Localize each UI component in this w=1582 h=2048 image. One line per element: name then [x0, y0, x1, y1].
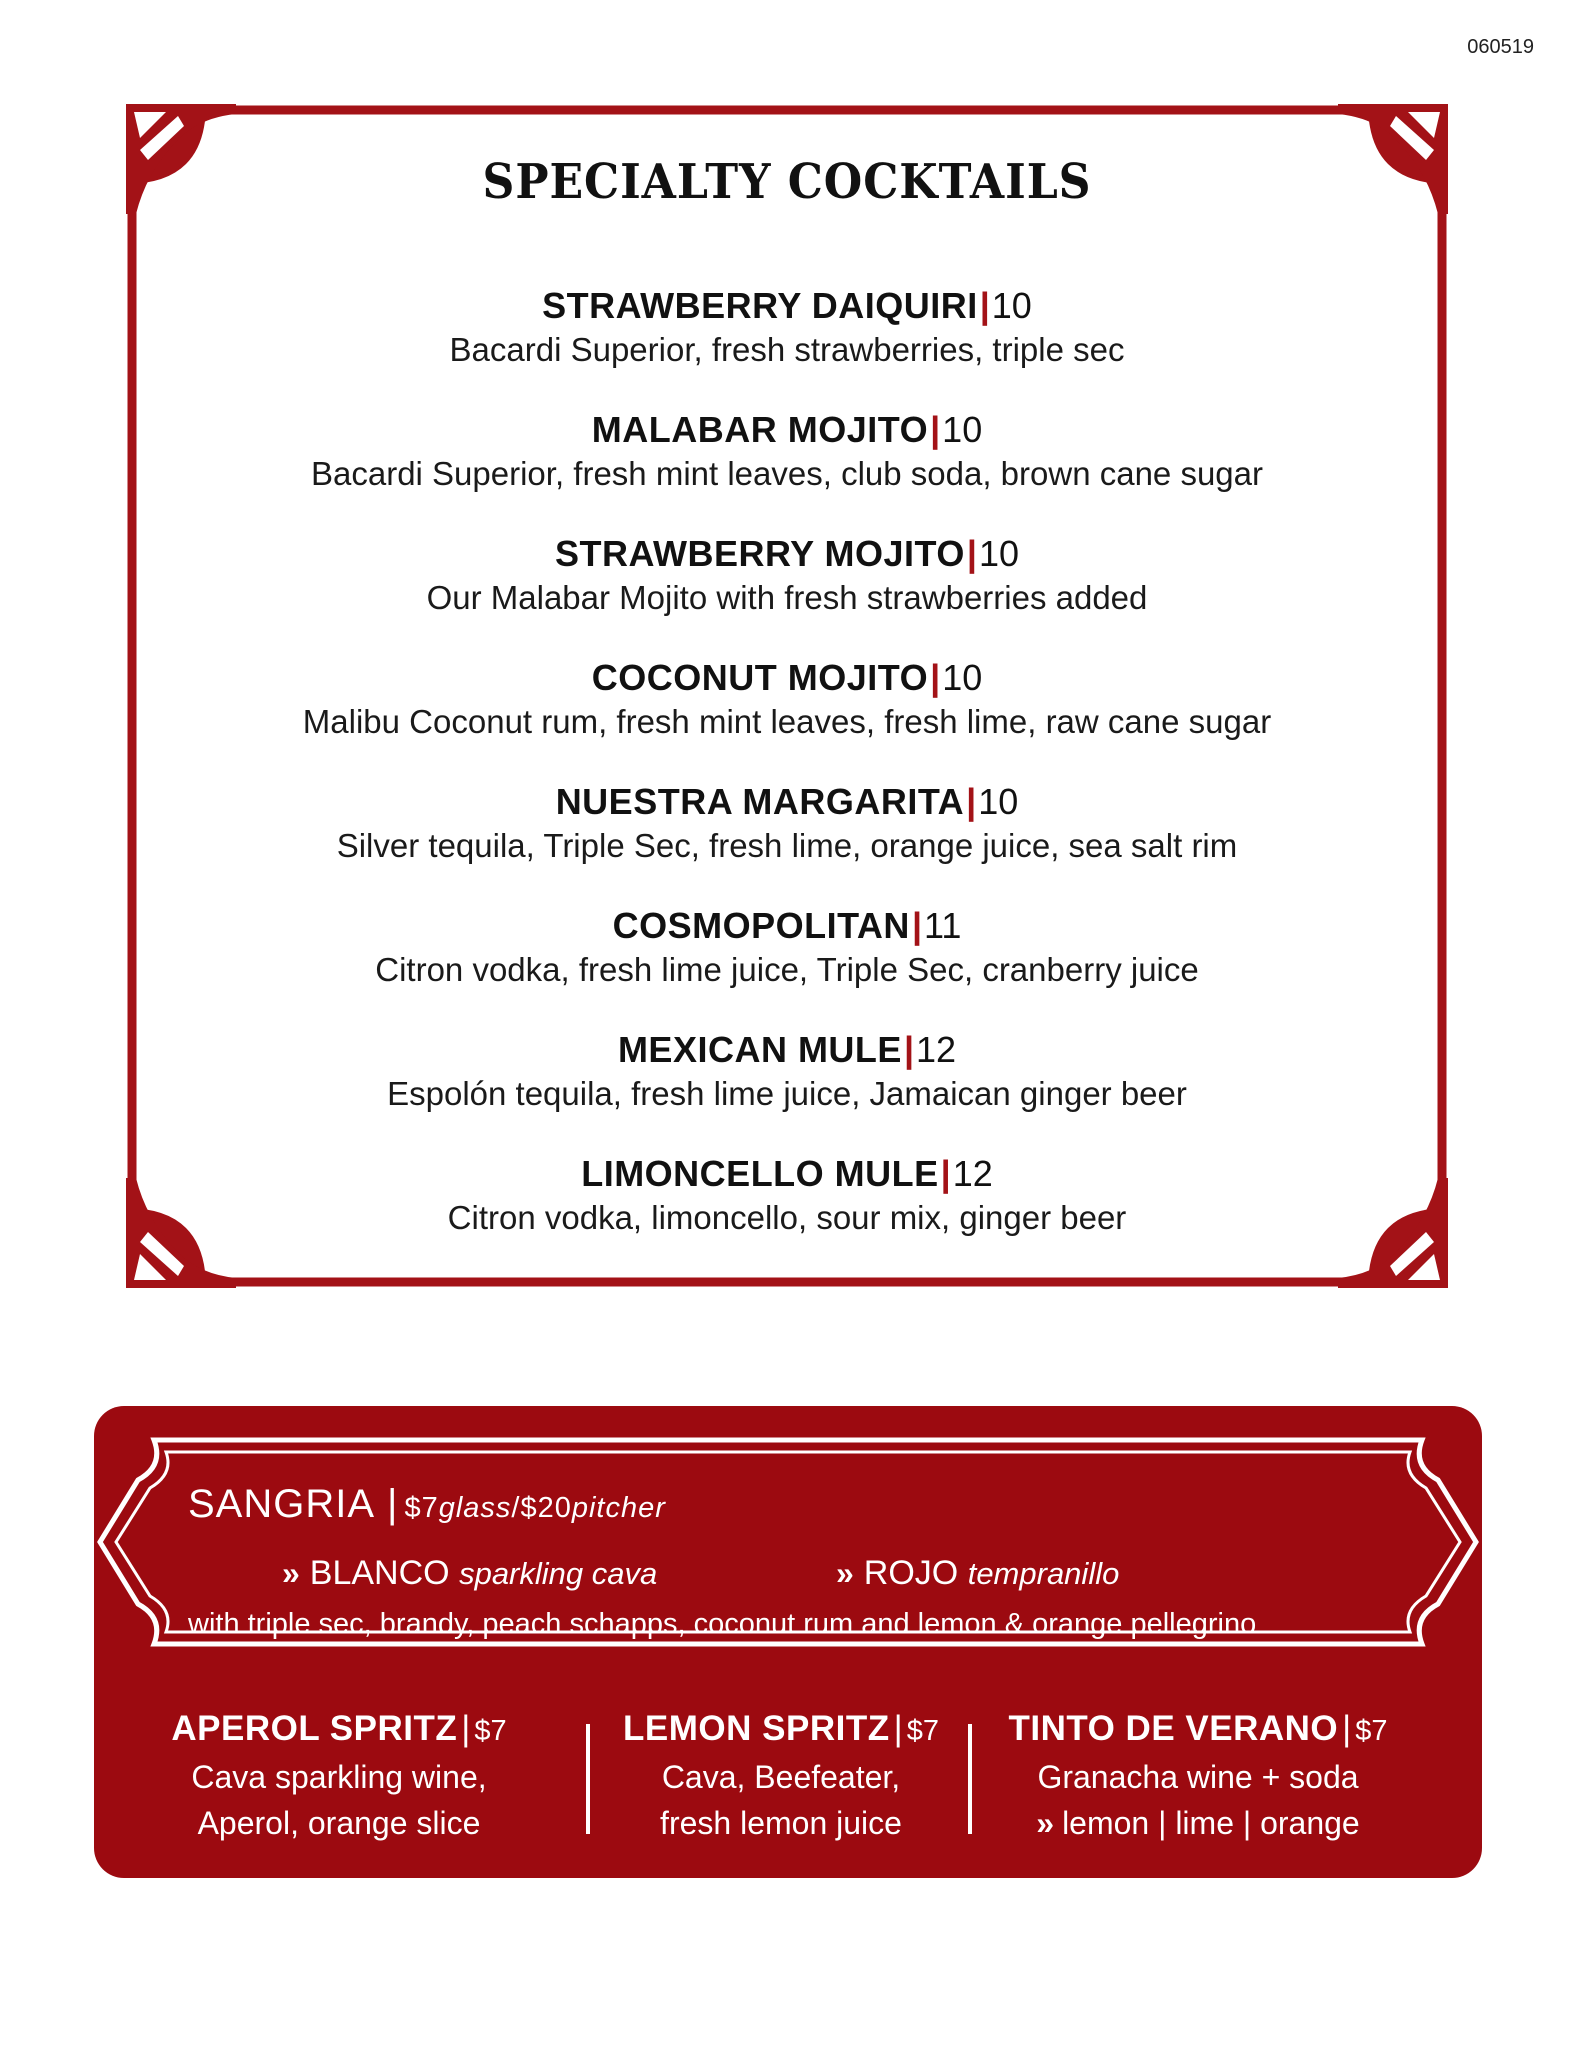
cocktail-description: Bacardi Superior, fresh mint leaves, club soda, brown cane sugar: [310, 455, 1263, 492]
specialty-cocktails-card: [126, 104, 1448, 1288]
sangria-option-blanco: » BLANCO sparkling cava: [282, 1554, 658, 1592]
cocktail-item: [126, 284, 1448, 408]
cocktail-price: 10: [942, 409, 983, 450]
sangria-heading: [188, 1482, 666, 1527]
spritz-item-aperol: APEROL SPRITZ | $7 Cava sparkling wine, Aperol, orange slice: [171, 1709, 507, 1841]
sangria-price: $7glass/$20pitcher: [404, 1492, 666, 1524]
cocktail-name: COCONUT MOJITO: [591, 657, 929, 698]
cocktail-item: [126, 532, 1448, 656]
cocktail-description: Bacardi Superior, fresh strawberries, triple sec: [449, 331, 1125, 368]
cocktail-item: [126, 656, 1448, 780]
cocktail-name: NUESTRA MARGARITA: [555, 781, 965, 822]
price-separator: |: [979, 285, 990, 326]
cocktail-name: STRAWBERRY MOJITO: [554, 533, 965, 574]
cocktail-description: Citron vodka, fresh lime juice, Triple Sec, cranberry juice: [375, 951, 1199, 988]
cocktail-price: 10: [978, 781, 1019, 822]
cocktail-description: Citron vodka, limoncello, sour mix, ginger beer: [447, 1199, 1127, 1236]
cocktail-description: Espolón tequila, fresh lime juice, Jamaican ginger beer: [387, 1075, 1187, 1112]
cocktail-item: [126, 1028, 1448, 1152]
cocktail-price: 10: [942, 657, 983, 698]
price-separator: |: [930, 409, 941, 450]
sangria-separator: |: [387, 1482, 399, 1526]
price-separator: |: [966, 533, 977, 574]
cocktail-item: [126, 780, 1448, 904]
sangria-option-rojo: » ROJO tempranillo: [836, 1554, 1120, 1592]
cocktail-item: [126, 904, 1448, 1028]
vertical-divider: [586, 1724, 590, 1834]
chevron-right-icon: »: [282, 1555, 300, 1591]
price-separator: |: [930, 657, 941, 698]
spritz-item-tinto-de-verano: TINTO DE VERANO | $7 Granacha wine + soda » lemon | lime | orange: [1008, 1709, 1388, 1841]
price-separator: |: [911, 905, 923, 946]
page-title: SPECIALTY COCKTAILS: [482, 154, 1092, 210]
cocktail-name: MEXICAN MULE: [617, 1029, 902, 1070]
cocktail-price: 11: [924, 905, 962, 946]
chevron-right-icon: »: [1036, 1805, 1055, 1841]
sangria-title: SANGRIA: [188, 1482, 376, 1526]
cocktail-price: 10: [978, 533, 1019, 574]
cocktail-description: Malibu Coconut rum, fresh mint leaves, fresh lime, raw cane sugar: [302, 703, 1272, 740]
sangria-description: with triple sec, brandy, peach schapps, coconut rum and lemon & orange pellegrino: [188, 1608, 1257, 1640]
price-separator: |: [940, 1153, 951, 1194]
cocktail-price: 10: [991, 285, 1032, 326]
cocktail-description: Silver tequila, Triple Sec, fresh lime, orange juice, sea salt rim: [336, 827, 1238, 864]
cocktail-name: STRAWBERRY DAIQUIRI: [542, 285, 978, 326]
cocktail-description: Our Malabar Mojito with fresh strawberries added: [426, 579, 1148, 616]
document-code: 060519: [1467, 36, 1534, 58]
price-separator: |: [903, 1029, 915, 1070]
cocktail-price: 12: [916, 1029, 957, 1070]
cocktail-item: [126, 1152, 1448, 1276]
cocktail-name: LIMONCELLO MULE: [581, 1153, 939, 1194]
cocktail-name: COSMOPOLITAN: [612, 905, 910, 946]
price-separator: |: [966, 781, 977, 822]
vertical-divider: [968, 1724, 972, 1834]
cocktail-name: MALABAR MOJITO: [591, 409, 929, 450]
cocktail-list: [126, 284, 1448, 1276]
chevron-right-icon: »: [836, 1555, 854, 1591]
sangria-spritz-panel: [94, 1406, 1482, 1878]
cocktail-price: 12: [952, 1153, 993, 1194]
spritz-item-lemon: LEMON SPRITZ | $7 Cava, Beefeater, fresh lemon juice: [623, 1709, 939, 1841]
cocktail-item: [126, 408, 1448, 532]
